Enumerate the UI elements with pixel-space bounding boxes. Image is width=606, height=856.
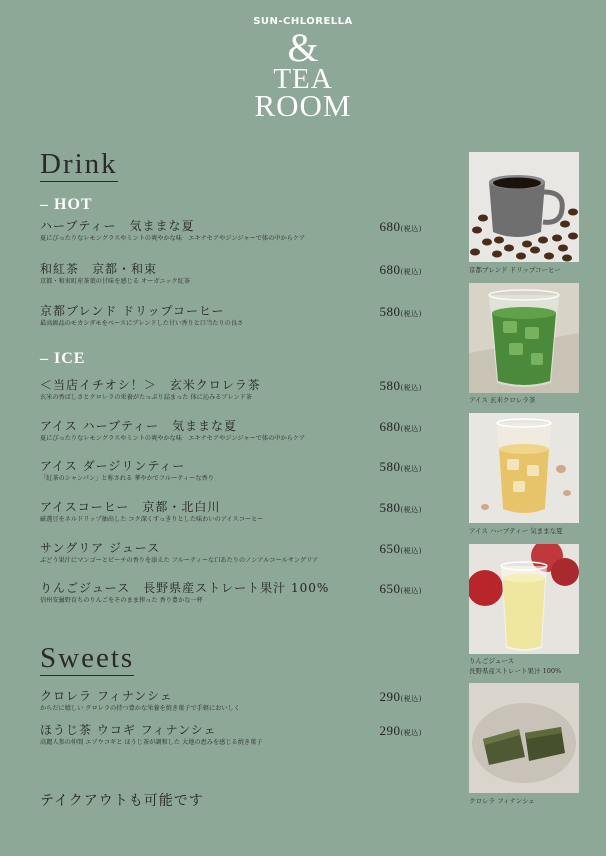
brand-logo: SUN-CHLORELLA (253, 16, 353, 27)
item-description: 「紅茶のシャンパン」と称される 華やかでフルーティーな香り (40, 475, 214, 482)
item-name: アイス ハーブティー 気ままな夏 (40, 419, 238, 433)
menu-item (40, 688, 422, 713)
herb-tea-caption: アイス ハーブティー 気ままな夏 (469, 527, 563, 535)
item-price: 580(税込) (379, 459, 422, 474)
sweets-section-title: Sweets (40, 642, 135, 674)
item-price: 680(税込) (379, 219, 422, 234)
item-price: 290(税込) (379, 723, 422, 738)
item-name: クロレラ フィナンシェ (40, 689, 173, 703)
hot-label: – HOT (40, 196, 93, 213)
item-price: 580(税込) (379, 304, 422, 319)
item-price: 680(税込) (379, 419, 422, 434)
item-name: ハーブティー 気ままな夏 (40, 219, 195, 233)
item-name: アイスコーヒー 京都・北白川 (40, 500, 221, 514)
item-name: アイス ダージリンティー (40, 459, 186, 473)
financier-caption: クロレラ フィナンシェ (469, 797, 535, 805)
menu-item (40, 377, 422, 402)
item-description: 夏にぴったりなレモングラスやミントの爽やかな味 エキナセアやジンジャーで体の中からケア (40, 435, 306, 442)
logo-ampersand: & (287, 25, 319, 70)
item-price: 680(税込) (379, 262, 422, 277)
item-name: ＜当店イチオシ！＞ 玄米クロレラ茶 (40, 378, 261, 392)
financier-photo (469, 683, 579, 793)
item-price: 290(税込) (379, 689, 422, 704)
green-tea-caption: アイス 玄米クロレラ茶 (469, 396, 536, 404)
logo-tea: TEA (273, 63, 333, 95)
item-price: 650(税込) (379, 581, 422, 596)
item-description: 高麗人参の仲間 エゾウコギと ほうじ茶が調和した 大地の恵みを感じる焼き菓子 (40, 739, 263, 746)
menu-item (40, 303, 422, 328)
item-name: ほうじ茶 ウコギ フィナンシェ (40, 723, 217, 737)
item-price: 580(税込) (379, 378, 422, 393)
item-description: からだに嬉しい クロレラの持つ豊かな栄養を焼き菓子で手軽においしく (40, 705, 240, 712)
menu-item (40, 499, 422, 524)
item-name: 和紅茶 京都・和束 (40, 262, 158, 276)
menu-item (40, 540, 422, 565)
menu-item (40, 418, 422, 443)
apple-juice-caption-1: りんごジュース (469, 657, 515, 665)
herb-tea-photo (469, 413, 579, 523)
item-description: 厳選豆をネルドリップ抽出した コク深くすっきりとした味わいのアイスコーヒー (40, 516, 264, 523)
item-price: 580(税込) (379, 500, 422, 515)
menu-item (40, 580, 422, 605)
menu-item (40, 458, 422, 483)
menu-item (40, 261, 422, 286)
coffee-caption: 京都ブレンド ドリップコーヒー (469, 266, 561, 274)
item-name: りんごジュース 長野県産ストレート果汁 100% (40, 581, 330, 595)
item-description: ぶどう果汁にマンゴーとピーチの香りを添えた フルーティーな口あたりのノンアルコールサングリア (40, 557, 319, 564)
item-description: 玄米の香ばしさとクロレラの栄養がたっぷり詰まった 体に沁みるブレンド茶 (40, 394, 252, 401)
item-description: 夏にぴったりなレモングラスやミントの爽やかな味 エキナセアやジンジャーで体の中からケア (40, 235, 306, 242)
menu-item (40, 722, 422, 747)
menu-item (40, 218, 422, 243)
item-price: 650(税込) (379, 541, 422, 556)
item-name: 京都ブレンド ドリップコーヒー (40, 304, 225, 318)
coffee-photo (469, 152, 579, 262)
item-description: 最高級品のモカシダモをベースにブレンドした甘い香りと口当たりの良さ (40, 320, 244, 327)
logo-room: ROOM (254, 88, 352, 123)
ice-label: – ICE (40, 350, 86, 367)
item-description: 信州安曇野育ちのりんごをそのまま搾った 香り豊かな一杯 (40, 597, 203, 604)
item-name: サングリア ジュース (40, 541, 161, 555)
item-description: 京都・和束町産茶葉の甘味を感じる オーガニック紅茶 (40, 278, 191, 285)
apple-juice-photo (469, 544, 579, 654)
apple-juice-caption-2: 長野県産ストレート果汁 100% (469, 667, 562, 675)
green-tea-photo (469, 283, 579, 393)
drink-section-title: Drink (40, 148, 118, 180)
takeout-note: テイクアウトも可能です (40, 793, 204, 809)
